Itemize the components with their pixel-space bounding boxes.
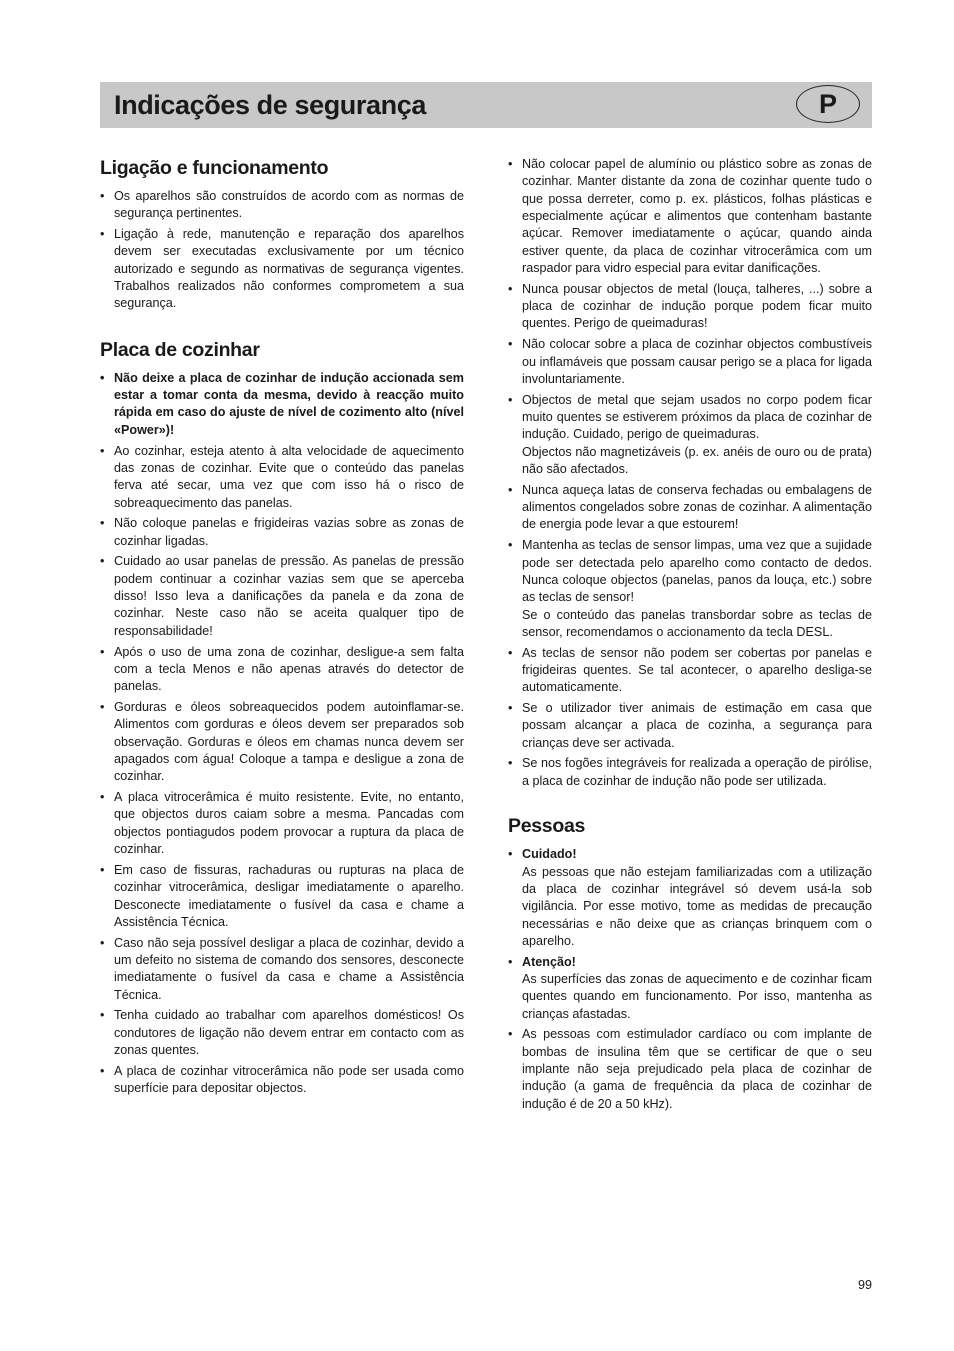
list-item: • Não colocar papel de alumínio ou plástico sobre as zonas de cozinhar. Manter distante da zona de cozinhar quente tudo o que possa derreter, como p. ex. plásticos, folhas plásticas e especialmente açúcar e alimentos que contenham bastante açúcar. Remover imediatamente o açúcar, quando ainda estiver quente, da placa de cozinhar vitrocerâmica com um raspador para vidro especial para evitar danificações. bbox=[508, 156, 872, 277]
list-item: • As teclas de sensor não podem ser cobertas por panelas e frigideiras quentes. Se tal acontecer, o aparelho desliga-se automaticamente. bbox=[508, 645, 872, 697]
list-item: • Se nos fogões integráveis for realizada a operação de pirólise, a placa de cozinhar de indução não pode ser utilizada. bbox=[508, 755, 872, 790]
list-item: • Não coloque panelas e frigideiras vazias sobre as zonas de cozinhar ligadas. bbox=[100, 515, 464, 550]
section-connection bbox=[100, 156, 464, 313]
section-title-people: Pessoas bbox=[508, 815, 586, 838]
list-item: • A placa vitrocerâmica é muito resistente. Evite, no entanto, que objectos duros caiam sobre a mesma. Pancadas com objectos pontiagudos podem provocar a ruptura da placa de cozinhar. bbox=[100, 789, 464, 858]
section-title-hob: Placa de cozinhar bbox=[100, 338, 260, 361]
list-item-heading: • Cuidado! bbox=[522, 847, 577, 862]
list-item-text: As pessoas que não estejam familiarizadas com a utilização da placa de cozinhar integrável só devem usá-la sob vigilância. Por esse motivo, tome as medidas de precaução necessárias e não deixe que as crianças brinquem com o aparelho. bbox=[522, 864, 872, 948]
hob-list-continued bbox=[508, 156, 872, 790]
list-item: • Nunca pousar objectos de metal (louça, talheres, ...) sobre a placa de cozinhar de indução porque podem ficar muito quentes. Perigo de queimaduras! bbox=[508, 281, 872, 333]
section-title-connection: Ligação e funcionamento bbox=[100, 157, 329, 179]
list-item-extra: Se o conteúdo das panelas transbordar sobre as teclas de sensor, recomendamos o accionamento da tecla DESL. bbox=[522, 607, 872, 639]
list-item bbox=[508, 392, 872, 479]
list-item: • Nunca aqueça latas de conserva fechadas ou embalagens de alimentos congelados sobre zonas de cozinhar. A alimentação de energia pode levar a que estourem! bbox=[508, 482, 872, 534]
language-badge: P bbox=[796, 85, 860, 123]
connection-list bbox=[100, 188, 464, 313]
list-item: • Gorduras e óleos sobreaquecidos podem autoinflamar-se. Alimentos com gorduras e óleos devem ser preparados sob observação. Gorduras e óleos em chamas nunca devem ser apagados com água! Coloque a tampa e desligue a zona de cozinhar. bbox=[100, 699, 464, 786]
list-item: • Após o uso de uma zona de cozinhar, desligue-a sem falta com a tecla Menos e não apenas através do detector de panelas. bbox=[100, 644, 464, 696]
list-item: • Cuidado ao usar panelas de pressão. As panelas de pressão podem continuar a cozinhar vazias sem que se aperceba disso! Isso leva a danificações da panela e da zona de cozinhar. Neste caso não se aceita qualquer tipo de responsabilidade! bbox=[100, 553, 464, 640]
section-hob bbox=[100, 338, 464, 1098]
list-item bbox=[508, 537, 872, 641]
list-item bbox=[508, 954, 872, 1023]
list-item bbox=[508, 846, 872, 950]
hob-list bbox=[100, 370, 464, 1098]
list-item-warning: • Não deixe a placa de cozinhar de indução accionada sem estar a tomar conta da mesma, devido à reacção muito rápida em caso do ajuste de nível de cozimento alto (nível «Power»)! bbox=[100, 370, 464, 439]
list-item: • Em caso de fissuras, rachaduras ou rupturas na placa de cozinhar vitrocerâmica, desligar imediatamente o aparelho. Desconecte imediatamente o fusível da casa e chame a Assistência Técnica. bbox=[100, 862, 464, 931]
list-item: • Ligação à rede, manutenção e reparação dos aparelhos devem ser executadas exclusivamente por um técnico autorizado e segundo as normativas de segurança vigentes. Trabalhos realizados não conformes comprometem a sua segurança. bbox=[100, 226, 464, 313]
people-list bbox=[508, 846, 872, 1113]
page-header bbox=[100, 82, 872, 128]
list-item: • Ao cozinhar, esteja atento à alta velocidade de aquecimento das zonas de cozinhar. Evite que o conteúdo das panelas ferva até secar, uma vez que com isso há o risco de sobreaquecimento das panelas. bbox=[100, 443, 464, 512]
left-column bbox=[100, 150, 464, 1101]
list-item-text: • Mantenha as teclas de sensor limpas, uma vez que a sujidade pode ser detectada pelo aparelho como contacto de dedos. Nunca coloque objectos (panelas, panos da louça, etc.) sobre as teclas de sensor! bbox=[522, 538, 872, 605]
section-people bbox=[508, 814, 872, 1113]
page-title: Indicações de segurança bbox=[114, 90, 426, 120]
list-item: • Se o utilizador tiver animais de estimação em casa que possam alcançar a placa de cozinha, a segurança para crianças deve ser activada. bbox=[508, 700, 872, 752]
list-item-text: As superfícies das zonas de aquecimento e de cozinhar ficam quentes quando em funcionamento. Por isso, mantenha as crianças afastadas. bbox=[522, 971, 872, 1021]
list-item: • Não colocar sobre a placa de cozinhar objectos combustíveis ou inflamáveis que possam causar perigo se a placa for ligada involuntariamente. bbox=[508, 336, 872, 388]
list-item-text: • Objectos de metal que sejam usados no corpo podem ficar muito quentes se estiverem próximos da placa de cozinhar de indução. Cuidado, perigo de queimaduras. bbox=[522, 392, 872, 442]
list-item: • A placa de cozinhar vitrocerâmica não pode ser usada como superfície para depositar objectos. bbox=[100, 1063, 464, 1098]
list-item-extra: Objectos não magnetizáveis (p. ex. anéis de ouro ou de prata) não são afectados. bbox=[522, 444, 872, 477]
list-item: • Os aparelhos são construídos de acordo com as normas de segurança pertinentes. bbox=[100, 188, 464, 223]
page-number: 99 bbox=[857, 1278, 872, 1292]
right-column bbox=[508, 156, 872, 1116]
list-item: • Caso não seja possível desligar a placa de cozinhar, devido a um defeito no sistema de comando dos sensores, desconecte imediatamente o fusível da casa e chame a Assistência Técnica. bbox=[100, 935, 464, 1004]
list-item: • As pessoas com estimulador cardíaco ou com implante de bombas de insulina têm que se certificar de que o seu implante não seja prejudicado pela placa de cozinhar de indução (a gama de frequência da placa de cozinhar de indução é de 20 a 50 kHz). bbox=[508, 1026, 872, 1113]
list-item: • Tenha cuidado ao trabalhar com aparelhos domésticos! Os condutores de ligação não devem entrar em contacto com as zonas quentes. bbox=[100, 1007, 464, 1059]
list-item-heading: • Atenção! bbox=[522, 954, 576, 969]
